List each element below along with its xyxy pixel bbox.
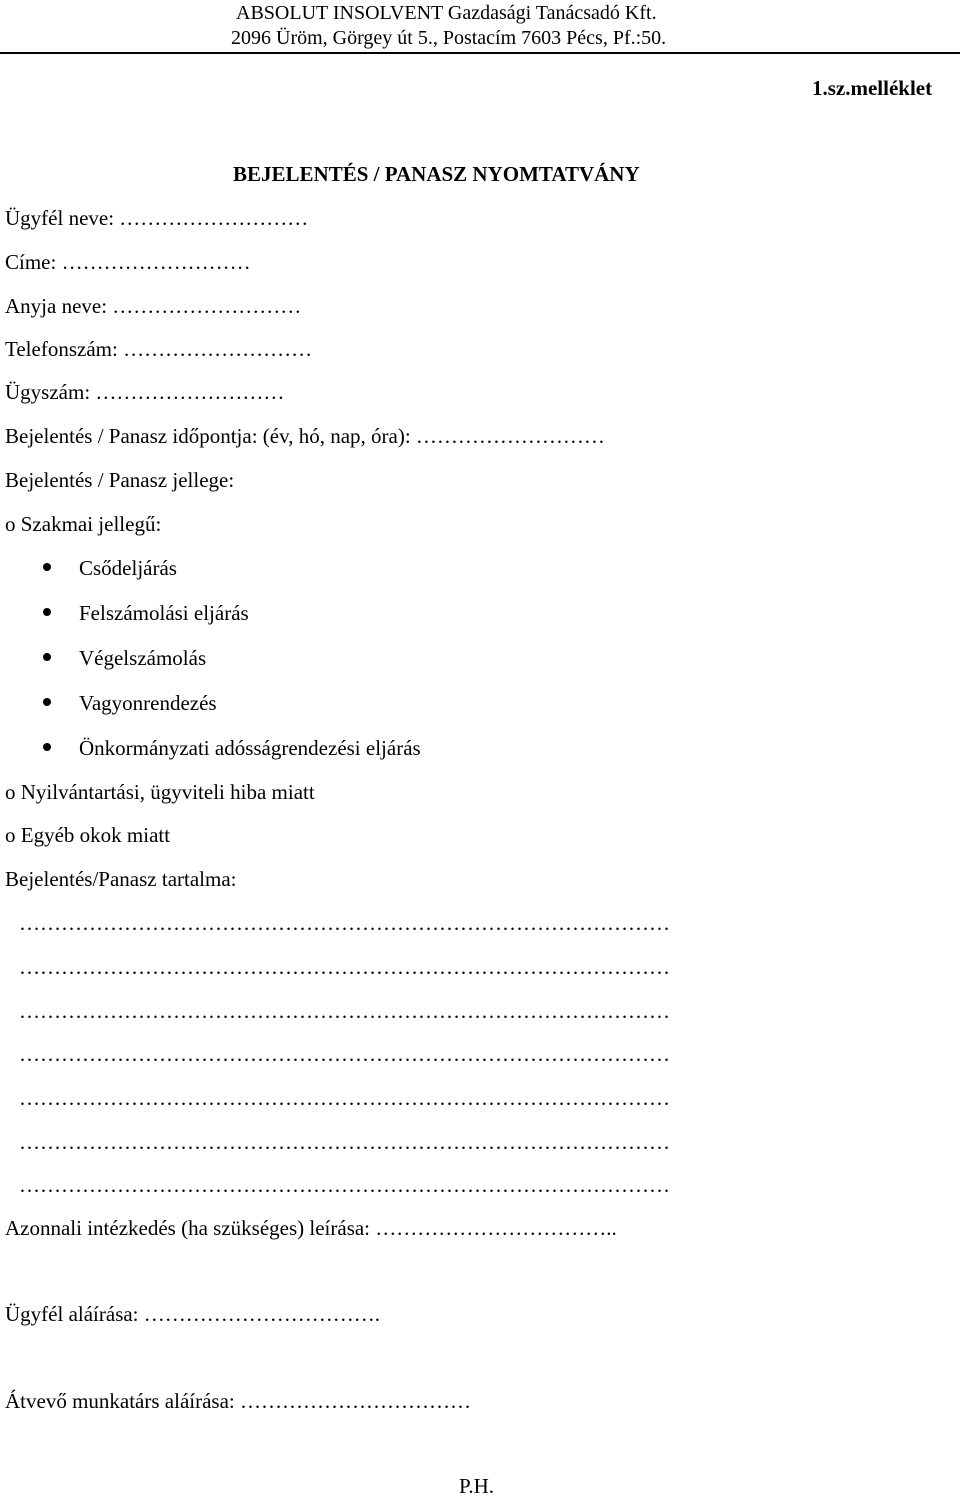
nature-label: Bejelentés / Panasz jellege: [5, 468, 235, 492]
sub-item-municipal-debt: Önkormányzati adósságrendezési eljárás [79, 736, 421, 760]
sub-item-asset-settlement: Vagyonrendezés [79, 691, 217, 715]
option-other: o Egyéb okok miatt [5, 823, 171, 847]
bullet-icon [43, 653, 51, 661]
phone-field: Telefonszám: ……………………… [5, 337, 313, 361]
immediate-action-field: Azonnali intézkedés (ha szükséges) leírása: …………………………….. [5, 1216, 617, 1240]
content-line: ………………………………………………………………………………… [19, 911, 670, 935]
form-title: BEJELENTÉS / PANASZ NYOMTATVÁNY [233, 162, 640, 186]
bullet-icon [43, 563, 51, 571]
header-divider [0, 52, 960, 54]
address-field: Címe: ……………………… [5, 250, 251, 274]
mother-name-field: Anyja neve: ……………………… [5, 294, 302, 318]
datetime-field: Bejelentés / Panasz időpontja: (év, hó, nap, óra): ……………………… [5, 424, 605, 448]
content-line: ………………………………………………………………………………… [19, 1086, 670, 1110]
client-signature-field: Ügyfél aláírása: ……………………………. [5, 1302, 381, 1326]
stamp-label: P.H. [459, 1474, 495, 1498]
content-line: ………………………………………………………………………………… [19, 1042, 670, 1066]
content-line: ………………………………………………………………………………… [19, 1173, 670, 1197]
bullet-icon [43, 743, 51, 751]
content-line: ………………………………………………………………………………… [19, 1130, 670, 1154]
option-professional: o Szakmai jellegű: [5, 512, 162, 536]
annex-label: 1.sz.melléklet [812, 76, 933, 100]
sub-item-liquidation: Felszámolási eljárás [79, 601, 249, 625]
option-registry: o Nyilvántartási, ügyviteli hiba miatt [5, 780, 315, 804]
content-line: ………………………………………………………………………………… [19, 955, 670, 979]
content-label: Bejelentés/Panasz tartalma: [5, 867, 237, 891]
bullet-icon [43, 608, 51, 616]
bullet-icon [43, 698, 51, 706]
staff-signature-field: Átvevő munkatárs aláírása: …………………………… [5, 1389, 471, 1413]
sub-item-bankruptcy: Csődeljárás [79, 556, 177, 580]
client-name-field: Ügyfél neve: ……………………… [5, 206, 309, 230]
case-number-field: Ügyszám: ……………………… [5, 380, 285, 404]
company-address: 2096 Üröm, Görgey út 5., Postacím 7603 Pécs, Pf.:50. [231, 27, 667, 49]
content-line: ………………………………………………………………………………… [19, 999, 670, 1023]
sub-item-winding-up: Végelszámolás [79, 646, 207, 670]
company-name: ABSOLUT INSOLVENT Gazdasági Tanácsadó Kft. [236, 2, 657, 24]
